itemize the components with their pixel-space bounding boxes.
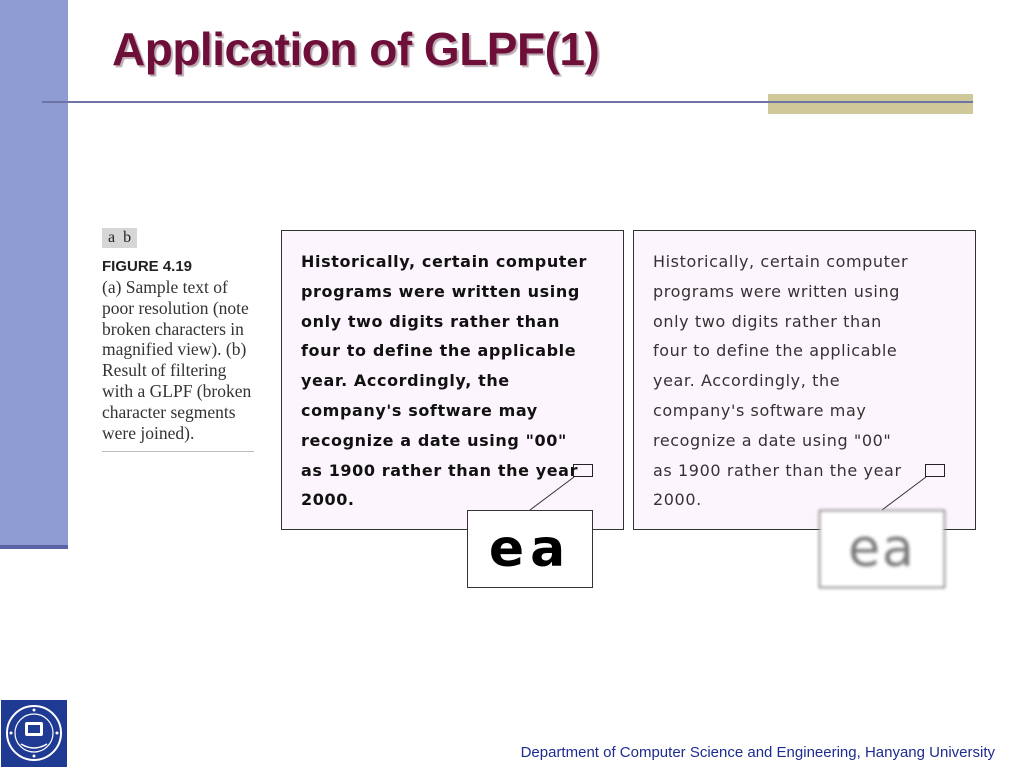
slide-title: Application of GLPF(1)	[112, 23, 600, 75]
connector-line-a	[530, 477, 574, 510]
sample-line: four to define the applicable	[301, 341, 577, 361]
sample-line: year. Accordingly, the	[653, 371, 841, 391]
sample-line: only two digits rather than	[301, 311, 560, 331]
footer-department: Department of Computer Science and Engineering, Hanyang University	[520, 744, 995, 761]
sample-line: company's software may	[301, 400, 538, 420]
sample-line: programs were written using	[653, 281, 900, 301]
sample-line: Historically, certain computer	[653, 252, 909, 271]
sample-line: 2000.	[301, 490, 355, 510]
sample-line: as 1900 rather than the year	[301, 460, 579, 480]
figure-number: FIGURE 4.19	[102, 258, 193, 275]
sample-line: recognize a date using "00"	[301, 430, 567, 450]
sample-line: programs were written using	[301, 281, 580, 301]
sample-line: recognize a date using "00"	[653, 430, 892, 450]
university-seal-icon	[1, 700, 67, 767]
sample-line: company's software may	[653, 400, 867, 420]
sample-line: year. Accordingly, the	[301, 371, 510, 391]
magnified-view-b: ea	[819, 510, 945, 588]
sample-line: 2000.	[653, 490, 702, 510]
sample-line: Historically, certain computer	[301, 252, 587, 271]
magnified-view-a: ea	[467, 510, 593, 588]
figure-panel-labels: a b	[102, 228, 137, 248]
connector-line-b	[882, 477, 926, 510]
figure-caption-text: (a) Sample text of poor resolution (note broken characters in magnified view). (b) Result of filtering with a GLPF (broken character segments were joined).	[102, 277, 252, 443]
sample-line: four to define the applicable	[653, 341, 898, 361]
sample-line: as 1900 rather than the year	[653, 460, 902, 480]
sample-line: only two digits rather than	[653, 311, 882, 331]
